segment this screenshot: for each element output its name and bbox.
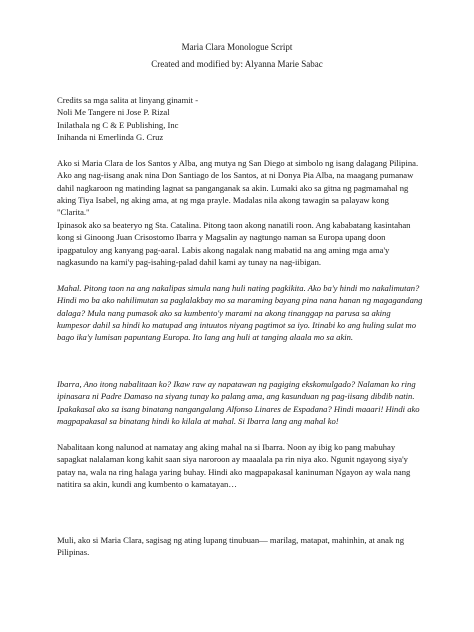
credits-line: Inihanda ni Emerlinda G. Cruz [57,131,164,142]
paragraph-ibarra-monologue: Ibarra, Ano itong nabalitaan ko? Ikaw raw ay napatawan ng pagiging ekskomulgado? Nalaman ko ring ipinasara ni Padre Damaso na siyang tunay ko palang ama, ang kasunduan ng pag-iisang dibdib natin. Ipakakasal ako sa isang binatang nangangalang Alfonso Linares de Espadana? Hindi maaari! Hindi ako magpapakasal sa binatang hindi ko kilala at mahal. Si Ibarra lang ang mahal ko! [57,379,420,426]
paragraph-introduction: Ako si Maria Clara de los Santos y Alba, ang mutya ng San Diego at simbolo ng isang dalagang Pilipina. Ako ang nag-iisang anak nina Don Santiago de los Santos, at ni Donya Pia Alba, na maagang pumanaw dahil nagkaroon ng matinding lagnat sa panganganak sa akin. Lumaki ako sa gitna ng pagmamahal ng aking Tiya Isabel, ng aking ama, at ng mga prayle. Madalas nila akong tawagin sa palayaw kong "Clarita." [57,158,419,218]
paragraph-mahal-monologue: Mahal. Pitong taon na ang nakalipas simula nang huli nating pagkikita. Ako ba'y hindi mo nakalimutan? Hindi mo ba ako nahilimutan sa paglalakbay mo sa maraming bayang pina nana hanan ng magagandang dalaga? Mula nang pumasok ako sa kumbento'y marami na akong tinanggap na parusa sa aking kumpesor dahil sa hindi ko matupad ang intuutos niyang pagtimot sa iyo. Itinabi ko ang huling sulat mo bago ika'y lumisan papuntang Europa. Ito lang ang huli at tanging alaala mo sa akin. [57,283,423,343]
credits-line: Inilathala ng C & E Publishing, Inc [57,119,179,130]
paragraph-beateryo: Ipinasok ako sa beateryo ng Sta. Catalina. Pitong taon akong nanatili roon. Ang kababatang kasintahan kong si Ginoong Juan Crisostomo Ibarra y Magsalin ay nagtungo naman sa Europa upang doon ipagpatuloy ang kanyang pag-aaral. Labis akong nagalak nang mabatid na ang aming mga ama'y nagkasundo na kami'y pag-isahing-palad dahil kami ay tunay na nag-iibigan. [57,220,411,267]
document-subtitle: Created and modified by: Alyanna Marie Sabac [151,59,323,69]
credits-line: Noli Me Tangere ni Jose P. Rizal [57,107,170,118]
credits-block [57,94,427,143]
paragraph-nabalitaan: Nabalitaan kong nalunod at namatay ang aking mahal na si Ibarra. Noon ay ibig ko pang mabuhay sapagkat nalalaman kong kahit saan siya naroroon ay maaalala pa rin niya ako. Ngunit ngayong siya'y patay na, wala na ring halaga yaring buhay. Hindi ako magpapakasal kaninuman Ngayon ay wala nang natitira sa akin, kundi ang kumbento o kamatayan… [57,442,411,489]
credits-line: Credits sa mga salita at linyang ginamit - [57,95,199,105]
document-title: Maria Clara Monologue Script [181,42,293,52]
paragraph-closing: Muli, ako si Maria Clara, sagisag ng ating lupang tinubuan— marilag, matapat, mahinhin, at anak ng Pilipinas. [57,535,405,558]
